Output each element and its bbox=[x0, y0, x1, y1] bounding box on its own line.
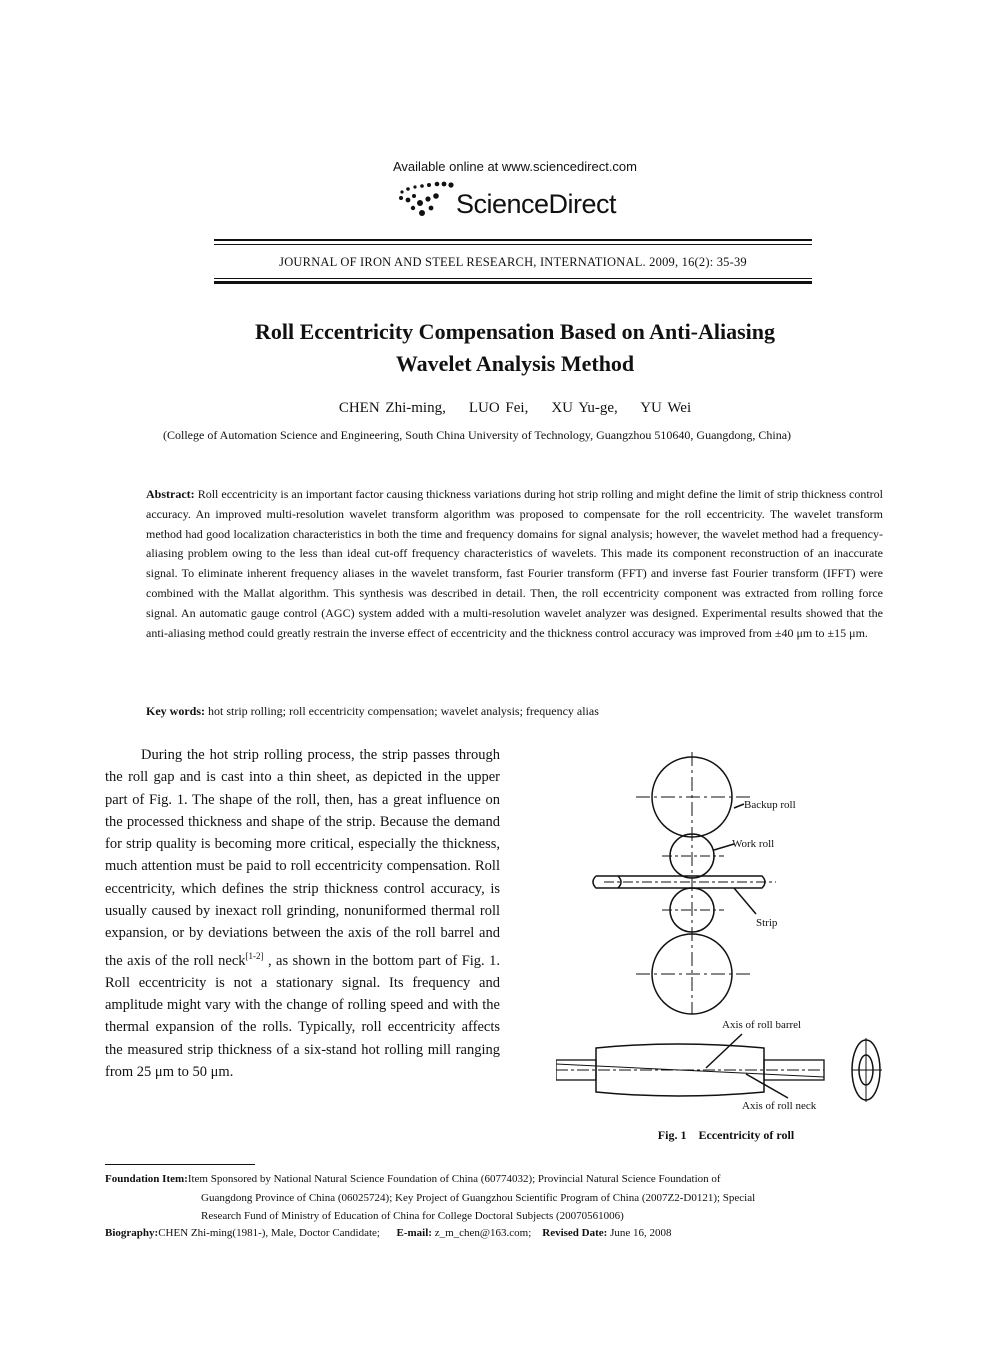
label-backup-roll: Backup roll bbox=[744, 799, 796, 811]
title-line-1: Roll Eccentricity Compensation Based on Anti-Aliasing bbox=[254, 319, 776, 344]
email-value[interactable]: z_m_chen@163.com; bbox=[434, 1227, 532, 1239]
revised-date-value: June 16, 2008 bbox=[610, 1227, 672, 1239]
foundation-line-3: Research Fund of Ministry of Education of China for College Doctoral Subjects (20070561006) bbox=[201, 1210, 624, 1222]
revised-date-label: Revised Date: bbox=[542, 1227, 608, 1239]
title-line-2: Wavelet Analysis Method bbox=[395, 351, 635, 376]
footnote-rule bbox=[105, 1164, 255, 1165]
keywords bbox=[146, 704, 883, 719]
abstract bbox=[146, 485, 883, 643]
intro-text-part-1: During the hot strip rolling process, the strip passes through the roll gap and is cast into a thin sheet, as depicted in the upper part of Fig. 1. The shape of the roll, then, has a great influence on the processed thickness and shape of the strip. Because the demand for strip quality is becoming more critical, especially the thickness, much attention must be paid to roll eccentricity compensation. Roll eccentricity, which defines the strip thickness control accuracy, is usually caused by inexact roll grinding, nonuniformed thermal roll expansion, or by deviations between the axis of the roll barrel and the axis of the roll neck bbox=[105, 747, 500, 969]
foundation-label: Foundation Item: bbox=[105, 1173, 188, 1185]
header-top-rule bbox=[214, 239, 812, 241]
label-strip: Strip bbox=[756, 917, 778, 929]
available-online-text: Available online at www.sciencedirect.com bbox=[393, 159, 637, 174]
paper-title bbox=[0, 316, 991, 380]
label-axis-barrel: Axis of roll barrel bbox=[722, 1019, 802, 1031]
biography-footnote bbox=[105, 1224, 903, 1243]
biography-label: Biography: bbox=[105, 1227, 159, 1239]
header-bottom-rule-thin bbox=[214, 278, 812, 279]
foundation-line-2: Guangdong Province of China (06025724); Key Project of Guangzhou Scientific Program of China (2007Z2-D0121); Special bbox=[201, 1191, 756, 1204]
journal-citation: JOURNAL OF IRON AND STEEL RESEARCH, INTERNATIONAL. 2009, 16(2): 35-39 bbox=[279, 255, 747, 269]
email-label: E-mail: bbox=[396, 1227, 432, 1239]
label-work-roll: Work roll bbox=[732, 838, 775, 850]
intro-text-part-2: , as shown in the bottom part of Fig. 1. Roll eccentricity is not a stationary signal. Its frequency and amplitude might vary with the change of rolling speed and with the thermal expansion of the rolls. Typically, roll eccentricity affects the measured strip thickness of a six-stand hot rolling mill ranging from 25 μm to 50 μm. bbox=[105, 952, 500, 1080]
foundation-line-1: Item Sponsored by National Natural Science Foundation of China (60774032); Provincial Natural Science Foundation of bbox=[187, 1173, 721, 1185]
sciencedirect-wordmark: ScienceDirect bbox=[456, 189, 617, 219]
figure-1-caption: Fig. 1 Eccentricity of roll bbox=[657, 1128, 795, 1142]
figure-1-roll-diagram bbox=[556, 752, 896, 1132]
header-top-rule-thin bbox=[214, 244, 812, 245]
foundation-footnote bbox=[105, 1170, 903, 1226]
header-bottom-rule bbox=[214, 281, 812, 284]
keywords-text: hot strip rolling; roll eccentricity compensation; wavelet analysis; frequency alias bbox=[208, 704, 599, 718]
biography-text: CHEN Zhi-ming(1981-), Male, Doctor Candidate; bbox=[158, 1227, 380, 1239]
abstract-text: Roll eccentricity is an important factor causing thickness variations during hot strip rolling and might define the limit of strip thickness control accuracy. An improved multi-resolution wavelet transform algorithm was proposed to compensate for the roll eccentricity. The wavelet transform method had good localization characteristics in both the time and frequency domains for signal analysis; however, the wavelet method had a frequency-aliasing problem owing to the less than ideal cut-off frequency characteristics of wavelets. This made its component reconstruction of an inaccurate signal. To eliminate inherent frequency aliases in the wavelet transform, fast Fourier transform (FFT) and inverse fast Fourier transform (IFFT) were combined with the Mallat algorithm. This synthesis was described in detail. Then, the roll eccentricity component was extracted from rolling force signal. An automatic gauge control (AGC) system added with a multi-resolution wavelet analyzer was designed. Experimental results showed that the anti-aliasing method could greatly restrain the inverse effect of eccentricity and the thickness control accuracy was improved from ±40 μm to ±15 μm. bbox=[146, 487, 884, 640]
keywords-label: Key words: bbox=[146, 704, 205, 718]
label-axis-neck: Axis of roll neck bbox=[742, 1100, 817, 1112]
intro-paragraph bbox=[105, 744, 500, 1083]
author-list: CHEN Zhi-ming, LUO Fei, XU Yu-ge, YU Wei bbox=[338, 400, 692, 416]
affiliation: (College of Automation Science and Engineering, South China University of Technology, Guangzhou 510640, Guangdong, China) bbox=[163, 428, 792, 442]
citation-ref[interactable]: [1-2] bbox=[245, 950, 264, 961]
abstract-label: Abstract: bbox=[146, 487, 195, 501]
